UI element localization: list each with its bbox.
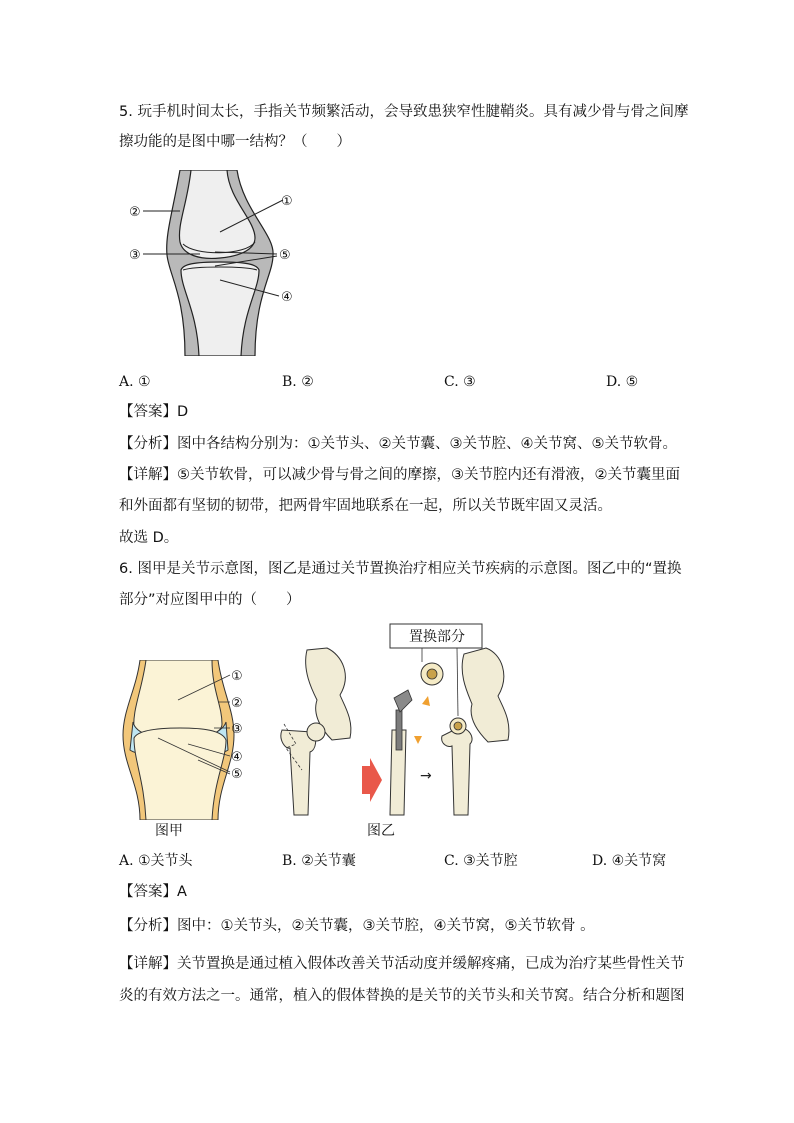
q5-label-4: ④ — [281, 290, 293, 305]
q5-joint-figure — [125, 170, 305, 356]
q5-label-1: ① — [281, 194, 293, 209]
q6-option-a: A. ①关节头 — [119, 853, 193, 869]
q6-label-1: ① — [231, 669, 243, 684]
q6-figure-b — [272, 620, 542, 820]
q6-label-4: ④ — [231, 750, 243, 765]
q6-option-d: D. ④关节窝 — [592, 853, 667, 869]
q5-label-5: ⑤ — [279, 248, 291, 263]
q5-answer: 【答案】D — [119, 404, 189, 420]
q6-detail-line2: 炎的有效方法之一。通常，植入的假体替换的是关节的关节头和关节窝。结合分析和题图 — [119, 988, 685, 1004]
q5-label-2: ② — [129, 205, 141, 220]
q6-option-c: C. ③关节腔 — [444, 853, 518, 869]
q6-stem-line1: 6. 图甲是关节示意图，图乙是通过关节置换治疗相应关节疾病的示意图。图乙中的“置换 — [119, 561, 682, 577]
q6-caption-b: 图乙 — [367, 823, 395, 839]
q6-detail-line1: 【详解】关节置换是通过植入假体改善关节活动度并缓解疼痛，已成为治疗某些骨性关节 — [119, 956, 685, 972]
q5-choose: 故选 D。 — [119, 530, 179, 546]
q5-stem-line1: 5. 玩手机时间太长，手指关节频繁活动，会导致患狭窄性腱鞘炎。具有减少骨与骨之间摩 — [119, 104, 689, 120]
q5-option-d: D. ⑤ — [606, 374, 639, 390]
q6-answer: 【答案】A — [119, 884, 187, 900]
q6-label-2: ② — [231, 696, 243, 711]
svg-text:→: → — [420, 768, 432, 784]
q6-analysis: 【分析】图中：①关节头，②关节囊，③关节腔，④关节窝，⑤关节软骨 。 — [119, 918, 595, 934]
q6-box-label: 置换部分 — [409, 629, 465, 645]
q5-label-3: ③ — [129, 248, 141, 263]
q5-stem-line2: 擦功能的是图中哪一结构？（ ） — [119, 134, 351, 150]
q5-analysis: 【分析】图中各结构分别为：①关节头、②关节囊、③关节腔、④关节窝、⑤关节软骨。 — [119, 436, 677, 452]
q6-stem-line2: 部分”对应图甲中的（ ） — [119, 592, 301, 608]
q6-caption-a: 图甲 — [155, 823, 183, 839]
q6-label-3: ③ — [231, 722, 243, 737]
q5-option-b: B. ② — [282, 374, 314, 390]
q5-detail-line1: 【详解】⑤关节软骨，可以减少骨与骨之间的摩擦，③关节腔内还有滑液，②关节囊里面 — [119, 467, 680, 483]
q6-option-b: B. ②关节囊 — [282, 853, 356, 869]
q5-option-c: C. ③ — [444, 374, 476, 390]
q5-detail-line2: 和外面都有坚韧的韧带，把两骨牢固地联系在一起，所以关节既牢固又灵活。 — [119, 498, 612, 514]
q5-option-a: A. ① — [119, 374, 151, 390]
q6-figure-a — [118, 660, 258, 820]
q6-label-5: ⑤ — [231, 767, 243, 782]
